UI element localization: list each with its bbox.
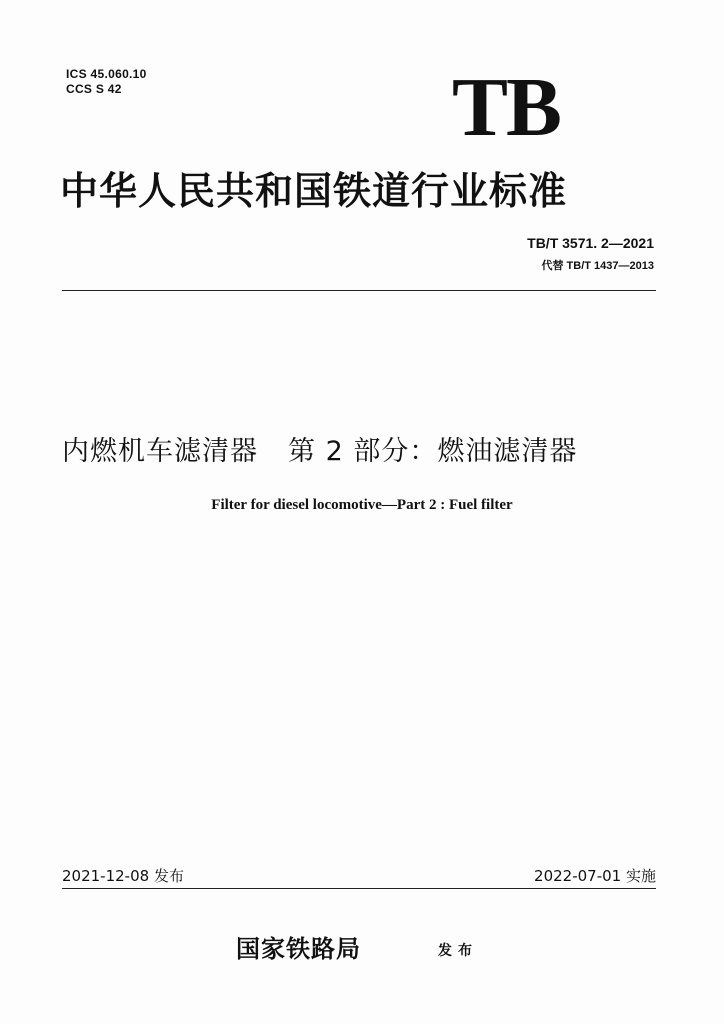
footer-divider: [62, 888, 656, 889]
date-row: [62, 866, 656, 888]
standard-number: TB/T 3571. 2—2021: [527, 235, 654, 251]
title-part-1: 内燃机车滤清器: [62, 436, 258, 467]
title-part-2: 第 2 部分：燃油滤清器: [288, 436, 578, 467]
ccs-code: CCS S 42: [66, 82, 122, 96]
document-title-chinese: [62, 434, 662, 470]
ics-code: ICS 45.060.10: [66, 67, 147, 81]
issuing-authority: 国家铁路局: [236, 934, 361, 963]
classification-codes: [66, 67, 147, 97]
publish-date: 2021-12-08 发布: [62, 867, 184, 885]
document-title-english: Filter for diesel locomotive—Part 2 : Fuel filter: [211, 497, 513, 513]
tb-logo: TB: [452, 61, 561, 154]
replaced-standard: 代替 TB/T 1437—2013: [541, 260, 654, 272]
organization-standard-title: 中华人民共和国铁道行业标准: [60, 168, 568, 213]
effective-date: 2022-07-01 实施: [534, 867, 656, 885]
issue-label: 发布: [438, 943, 478, 959]
header-divider: [62, 290, 656, 291]
